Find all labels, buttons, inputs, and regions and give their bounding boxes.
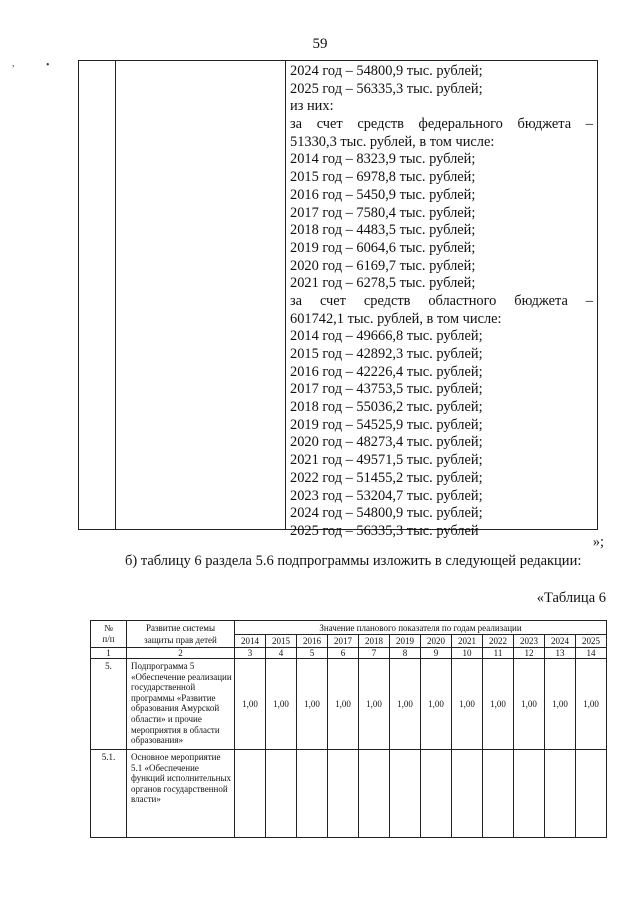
table-divider xyxy=(115,61,116,529)
header-name: Развитие системы защиты прав детей xyxy=(127,621,235,648)
value-cell xyxy=(235,750,266,838)
row-number: 5. xyxy=(91,659,127,750)
value-cell xyxy=(328,750,359,838)
column-number: 10 xyxy=(452,648,483,659)
budget-line: 2019 год – 54525,9 тыс. рублей; xyxy=(290,416,483,433)
budget-line: 2025 год – 56335,3 тыс. рублей xyxy=(290,522,479,539)
budget-line: 2015 год – 6978,8 тыс. рублей; xyxy=(290,169,476,186)
value-cell xyxy=(421,750,452,838)
budget-line: 2015 год – 42892,3 тыс. рублей; xyxy=(290,346,483,362)
year-header: 2016 xyxy=(297,635,328,648)
year-header: 2023 xyxy=(514,635,545,648)
row-name: Основное мероприятие 5.1 «Обеспечение функций исполнительных органов государственной власти» xyxy=(127,750,235,838)
value-cell: 1,00 xyxy=(328,659,359,750)
budget-line: 2018 год – 4483,5 тыс. рублей; xyxy=(290,222,476,239)
value-cell: 1,00 xyxy=(421,659,452,750)
budget-line: 2019 год – 6064,6 тыс. рублей; xyxy=(290,239,476,256)
budget-line: 2024 год – 54800,9 тыс. рублей; xyxy=(290,63,483,79)
scan-mark: • xyxy=(46,60,50,71)
value-cell: 1,00 xyxy=(483,659,514,750)
column-number: 6 xyxy=(328,648,359,659)
column-number: 13 xyxy=(545,648,576,659)
value-cell: 1,00 xyxy=(390,659,421,750)
value-cell xyxy=(297,750,328,838)
budget-line: за счет средств федерального бюджета – xyxy=(290,116,593,133)
row-number: 5.1. xyxy=(91,750,127,838)
column-number: 14 xyxy=(576,648,607,659)
column-number: 3 xyxy=(235,648,266,659)
header-number: № п/п xyxy=(91,621,127,648)
year-header: 2019 xyxy=(390,635,421,648)
value-cell xyxy=(514,750,545,838)
budget-line: 2020 год – 48273,4 тыс. рублей; xyxy=(290,434,483,451)
budget-line: 2024 год – 54800,9 тыс. рублей; xyxy=(290,505,483,522)
closing-quote: »; xyxy=(592,534,604,550)
budget-line: 601742,1 тыс. рублей, в том числе: xyxy=(290,310,502,327)
year-header: 2017 xyxy=(328,635,359,648)
budget-line: 2023 год – 53204,7 тыс. рублей; xyxy=(290,487,483,504)
indicator-table xyxy=(90,620,607,838)
year-header: 2015 xyxy=(266,635,297,648)
budget-line: 2017 год – 7580,4 тыс. рублей; xyxy=(290,204,476,221)
table-divider xyxy=(285,61,286,529)
value-cell xyxy=(545,750,576,838)
header-values: Значение планового показателя по годам реализации xyxy=(235,621,607,635)
year-header: 2025 xyxy=(576,635,607,648)
table-caption: «Таблица 6 xyxy=(536,590,606,606)
budget-line: за счет средств областного бюджета – xyxy=(290,292,593,309)
budget-line: 2014 год – 8323,9 тыс. рублей; xyxy=(290,151,476,168)
budget-line: 2021 год – 49571,5 тыс. рублей; xyxy=(290,452,483,469)
budget-line: 2025 год – 56335,3 тыс. рублей; xyxy=(290,80,483,97)
year-header: 2024 xyxy=(545,635,576,648)
column-number: 9 xyxy=(421,648,452,659)
value-cell xyxy=(390,750,421,838)
value-cell: 1,00 xyxy=(359,659,390,750)
value-cell: 1,00 xyxy=(545,659,576,750)
value-cell xyxy=(576,750,607,838)
year-header: 2022 xyxy=(483,635,514,648)
budget-line: 2016 год – 5450,9 тыс. рублей; xyxy=(290,186,476,203)
value-cell: 1,00 xyxy=(266,659,297,750)
column-number: 7 xyxy=(359,648,390,659)
table-row xyxy=(91,750,607,838)
value-cell xyxy=(359,750,390,838)
value-cell xyxy=(452,750,483,838)
column-number: 5 xyxy=(297,648,328,659)
budget-line: 2016 год – 42226,4 тыс. рублей; xyxy=(290,363,483,380)
page-number: 59 xyxy=(312,36,328,52)
budget-line: 2021 год – 6278,5 тыс. рублей; xyxy=(290,275,476,292)
scan-mark: , xyxy=(12,58,15,69)
budget-line: 2020 год – 6169,7 тыс. рублей; xyxy=(290,257,476,274)
year-header: 2018 xyxy=(359,635,390,648)
column-number: 2 xyxy=(127,648,235,659)
budget-line: 51330,3 тыс. рублей, в том числе: xyxy=(290,133,495,150)
value-cell: 1,00 xyxy=(514,659,545,750)
budget-line: 2014 год – 49666,8 тыс. рублей; xyxy=(290,328,483,345)
budget-line: из них: xyxy=(290,98,334,115)
column-number: 4 xyxy=(266,648,297,659)
column-number: 12 xyxy=(514,648,545,659)
value-cell: 1,00 xyxy=(297,659,328,750)
table-row xyxy=(91,659,607,750)
column-number: 11 xyxy=(483,648,514,659)
value-cell: 1,00 xyxy=(235,659,266,750)
amendment-paragraph: б) таблицу 6 раздела 5.6 подпрограммы изложить в следующей редакции: xyxy=(125,553,582,569)
budget-lines xyxy=(290,63,593,541)
column-number: 1 xyxy=(91,648,127,659)
value-cell: 1,00 xyxy=(576,659,607,750)
budget-line: 2022 год – 51455,2 тыс. рублей; xyxy=(290,469,483,486)
year-header: 2014 xyxy=(235,635,266,648)
value-cell xyxy=(266,750,297,838)
value-cell xyxy=(483,750,514,838)
year-header: 2020 xyxy=(421,635,452,648)
value-cell: 1,00 xyxy=(452,659,483,750)
budget-line: 2017 год – 43753,5 тыс. рублей; xyxy=(290,381,483,398)
budget-line: 2018 год – 55036,2 тыс. рублей; xyxy=(290,399,483,416)
column-number: 8 xyxy=(390,648,421,659)
year-header: 2021 xyxy=(452,635,483,648)
row-name: Подпрограмма 5 «Обеспечение реализации государственной программы «Развитие образования Амурской области» и прочие мероприятия в области образования» xyxy=(127,659,235,750)
